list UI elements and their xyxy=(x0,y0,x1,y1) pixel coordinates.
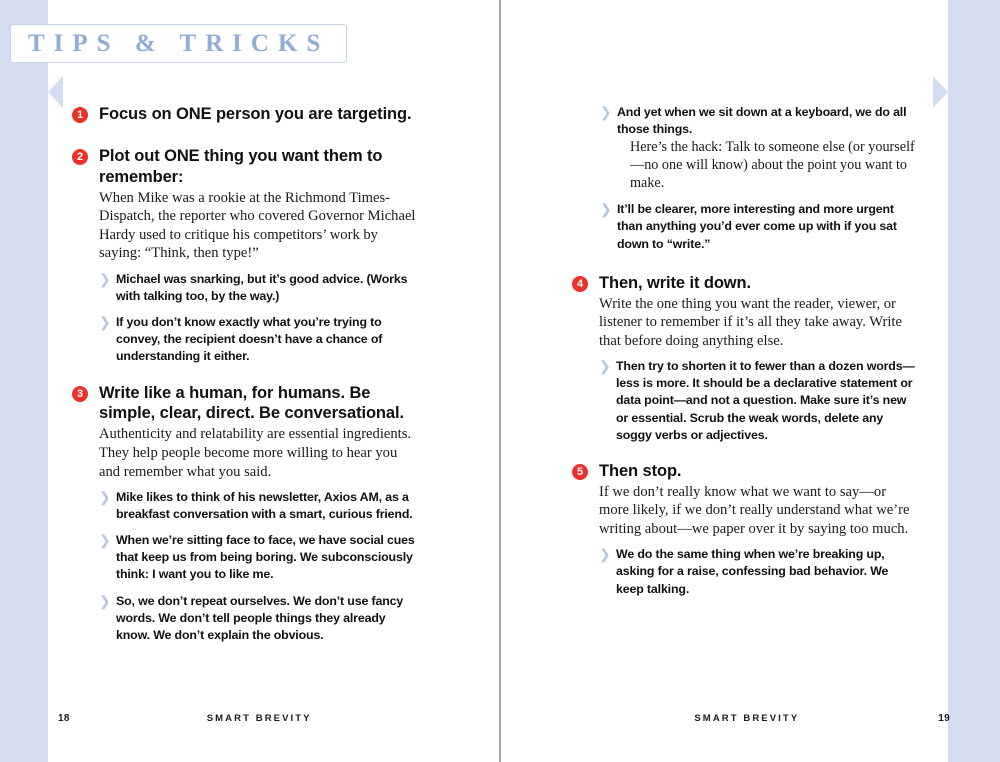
sub-bullet-list xyxy=(99,271,417,366)
sub-bullet xyxy=(599,546,917,597)
chevron-icon: ❯ xyxy=(600,201,612,218)
sub-bullet-text: It’ll be clearer, more interesting and more urgent than anything you’d ever come up with if you sat down to “write.” xyxy=(617,202,897,251)
item-paragraph: If we don’t really know what we want to say—or more likely, if we don’t really understand what we’re writing about—we paper over it by saying too much. xyxy=(599,483,910,537)
sub-bullet xyxy=(99,489,417,523)
numbered-item xyxy=(72,146,417,366)
running-head: SMART BREVITY xyxy=(694,712,800,724)
item-paragraph: When Mike was a rookie at the Richmond Times-Dispatch, the reporter who covered Governor Michael Hardy used to critique his competitors’ work by saying: “Think, then type!” xyxy=(99,189,416,262)
item-heading: Write like a human, for humans. Be simple, clear, direct. Be conversational. xyxy=(99,383,404,423)
sub-bullet xyxy=(599,358,917,444)
sub-bullet-text: We do the same thing when we’re breaking up, asking for a raise, confessing bad behavior. We keep talking. xyxy=(616,547,889,596)
sub-bullet-text: If you don’t know exactly what you’re trying to convey, the recipient doesn’t have a chance of understanding it either. xyxy=(116,315,383,364)
item-number-badge: 2 xyxy=(72,149,88,165)
numbered-item xyxy=(572,461,917,598)
sub-bullet-list xyxy=(599,546,917,597)
chevron-icon: ❯ xyxy=(99,314,111,331)
sub-bullet-text: Mike likes to think of his newsletter, Axios AM, as a breakfast conversation with a smart, curious friend. xyxy=(116,490,413,522)
sub-bullet xyxy=(99,593,417,644)
page-number: 18 xyxy=(58,712,70,724)
item-heading: Then, write it down. xyxy=(599,273,751,292)
item-body xyxy=(99,146,417,366)
sub-bullet xyxy=(99,532,417,583)
page-number: 19 xyxy=(938,712,950,724)
right-page-column xyxy=(572,104,917,615)
chevron-icon: ❯ xyxy=(99,592,111,609)
sub-bullet-text: Michael was snarking, but it’s good advice. (Works with talking too, by the way.) xyxy=(116,271,408,304)
item-body xyxy=(599,461,917,598)
item-heading: Plot out ONE thing you want them to remember: xyxy=(99,146,383,186)
sub-bullet-nested-text: Here’s the hack: Talk to someone else (or yourself—no one will know) about the point you want to make. xyxy=(630,139,915,192)
continued-bullet-group xyxy=(572,104,917,253)
item-body xyxy=(99,383,417,644)
sub-bullet-text: So, we don’t repeat ourselves. We don’t use fancy words. We don’t tell people things they already know. We don’t explain the obvious. xyxy=(116,593,404,642)
chevron-icon: ❯ xyxy=(99,489,111,506)
section-banner-label: TIPS & TRICKS xyxy=(28,29,330,57)
left-page-footer xyxy=(58,710,478,726)
numbered-item xyxy=(572,273,917,444)
chevron-icon: ❯ xyxy=(99,532,111,549)
sub-bullet-list xyxy=(600,104,917,253)
item-number-badge: 4 xyxy=(572,276,588,292)
left-page-column xyxy=(72,104,417,661)
sub-bullet-text: And yet when we sit down at a keyboard, we do all those things. xyxy=(617,105,907,137)
section-banner xyxy=(10,24,347,63)
item-paragraph: Write the one thing you want the reader, viewer, or listener to remember if it’s all they take away. Write that before doing anything else. xyxy=(599,295,902,349)
sub-bullet-text: When we’re sitting face to face, we have social cues that keep us from being boring. We subconsciously think: I want you to like me. xyxy=(116,533,415,582)
item-body xyxy=(599,273,917,444)
running-head: SMART BREVITY xyxy=(206,712,312,724)
chevron-icon: ❯ xyxy=(600,104,612,120)
sub-bullet xyxy=(99,271,417,305)
sub-bullet xyxy=(600,104,917,192)
item-heading: Then stop. xyxy=(599,461,682,480)
item-body xyxy=(99,104,417,125)
item-number-badge: 5 xyxy=(572,464,588,480)
right-page-edge-notch xyxy=(933,76,948,108)
right-page-footer xyxy=(560,710,950,726)
item-paragraph: Authenticity and relatability are essential ingredients. They help people become more willing to hear you and remember what you said. xyxy=(99,426,412,480)
numbered-item xyxy=(72,104,417,125)
item-number-badge: 3 xyxy=(72,386,88,402)
item-number-badge: 1 xyxy=(72,107,88,123)
sub-bullet-text: Then try to shorten it to fewer than a dozen words—less is more. It should be a declarative statement or data point—and not a question. Make sure it’s new or essential. Scrub the weak words, delete any soggy verbs or adjectives. xyxy=(616,359,915,442)
sub-bullet xyxy=(600,201,917,252)
sub-bullet xyxy=(99,314,417,365)
item-heading: Focus on ONE person you are targeting. xyxy=(99,105,412,123)
sub-bullet-list xyxy=(99,489,417,644)
book-gutter-line xyxy=(499,0,501,762)
left-page-edge-notch xyxy=(48,76,63,108)
chevron-icon: ❯ xyxy=(99,270,111,287)
sub-bullet-list xyxy=(599,358,917,444)
item-body xyxy=(600,104,917,253)
chevron-icon: ❯ xyxy=(599,546,611,563)
numbered-item xyxy=(72,383,417,644)
chevron-icon: ❯ xyxy=(599,358,611,375)
